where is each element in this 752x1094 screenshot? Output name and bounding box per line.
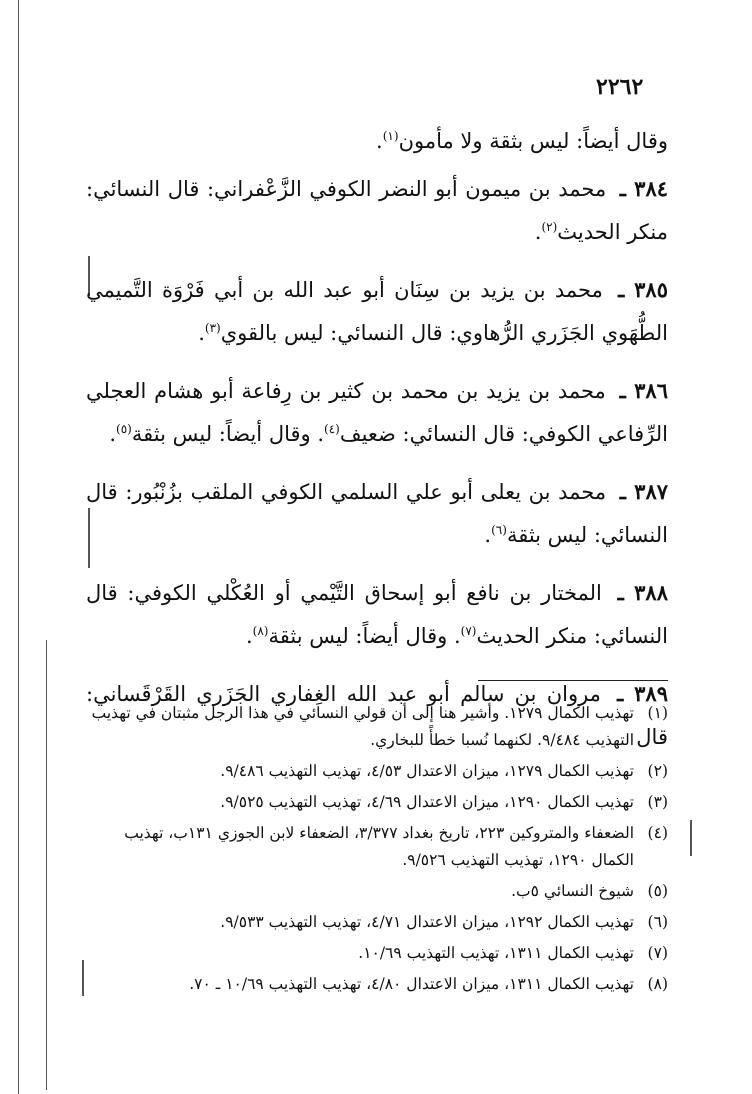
footnote-mark: (٤) [647,824,668,842]
footnote-text: تهذيب الكمال ١٢٩٠، ميزان الاعتدال ٤/٦٩، تهذيب التهذيب ٩/٥٢٥. [220,793,634,811]
footnote [86,758,668,785]
footnote-mark: (١) [647,704,668,722]
footnote-text: الضعفاء والمتروكين ٢٢٣، تاريخ بغداد ٣/٣٧٧، الضعفاء لابن الجوزي ١٣١ب، تهذيب الكمال ١٢٩٠، تهذيب التهذيب ٩/٥٢٦. [124,824,634,869]
entry-paragraph: ٣٨٨ ـ المختار بن نافع أبو إسحاق التَّيْمي أو العُكْلي الكوفي: قال النسائي: منكر الحديث$^{(٧)}$. وقال أيضاً: ليس بثقة$^{(٨)}$. [86,580,668,648]
entry-number: ٣٨٤ ـ [619,176,669,201]
entry-number: ٣٨٩ ـ [617,681,668,706]
footnote [86,789,668,816]
footnote-ref: (٧) [460,624,477,638]
footnote-mark: (٣) [647,793,668,811]
footnote-text: تهذيب الكمال ١٣١١، ميزان الاعتدال ٤/٨٠، تهذيب التهذيب ١٠/٦٩ ـ ٧٠. [189,975,634,993]
footnote [86,909,668,936]
entry-number: ٣٨٧ ـ [619,479,669,504]
footnote-mark: (٦) [647,913,668,931]
footnote-mark: (٥) [647,882,668,900]
main-text [86,120,668,773]
entry-paragraph: ٣٨٦ ـ محمد بن يزيد بن محمد بن كثير بن رِفاعة أبو هشام العجلي الرِّفاعي الكوفي: قال النسائي: ضعيف$^{(٤)}$. وقال أيضاً: ليس بثقة$^{(٥)}$. [86,378,668,446]
entry-number: ٣٨٨ ـ [617,580,668,605]
footnote-text: تهذيب الكمال ١٢٩٢، ميزان الاعتدال ٤/٧١، تهذيب التهذيب ٩/٥٣٣. [220,913,634,931]
page-number: ٢٢٦٢ [596,74,644,100]
footnote [86,700,668,754]
entry-paragraph: وقال أيضاً: ليس بثقة ولا مأمون$^{(١)}$. [376,129,668,153]
footnote-text: شيوخ النسائي ٥ب. [511,882,634,900]
footnote-ref: (٦) [491,523,507,537]
footnote-ref: (١) [382,129,399,143]
footnote-text: تهذيب الكمال ١٣١١، تهذيب التهذيب ١٠/٦٩. [358,944,634,962]
scan-line-inner [46,640,47,1090]
footnote [86,940,668,967]
footnote-mark: (٨) [647,975,668,993]
footnote-ref: (٥) [116,422,132,436]
scan-line-mark [690,820,692,856]
entry-paragraph: ٣٨٥ ـ محمد بن يزيد بن سِنَان أبو عبد الله بن أبي فَرْوَة التَّميمي الطُّهَوي الجَزَري الرُّهاوي: قال النسائي: ليس بالقوي$^{(٣)}$. [86,277,668,345]
footnote-text: تهذيب الكمال ١٢٧٩. وأشير هنا إلى أن قولي النسائي في هذا الرجل مثبتان في تهذيب التهذيب ٩/٤٨٤. لكنهما نُسبا خطأً للبخاري. [91,704,634,749]
footnote-ref: (٣) [204,321,221,335]
footnote [86,820,668,874]
footnote-separator [478,680,668,681]
footnote-ref: (٨) [252,624,269,638]
entry-paragraph: ٣٨٧ ـ محمد بن يعلى أبو علي السلمي الكوفي الملقب بزُنْبُور: قال النسائي: ليس بثقة$^{(٦)}$. [86,479,669,547]
entry-number: ٣٨٥ ـ [618,277,668,302]
entry-number: ٣٨٦ ـ [619,378,668,403]
entry-paragraph: ٣٨٩ ـ مروان بن سالم أبو عبد الله الغِفاري الجَزَري القَرْقَساني: قال [86,681,668,749]
footnote-mark: (٢) [647,762,668,780]
scan-line-left [18,0,19,1094]
footnote-ref: (٢) [541,220,558,234]
footnote-ref: (٤) [324,422,340,436]
entry-paragraph: ٣٨٤ ـ محمد بن ميمون أبو النضر الكوفي الزَّعْفراني: قال النسائي: منكر الحديث$^{(٢)}$. [86,176,669,244]
footnote [86,878,668,905]
footnote-text: تهذيب الكمال ١٢٧٩، ميزان الاعتدال ٤/٥٣، تهذيب التهذيب ٩/٤٨٦. [220,762,634,780]
footnote [86,971,668,998]
scan-line-mark [82,960,84,996]
footnote-mark: (٧) [647,944,668,962]
footnotes [86,700,668,1002]
